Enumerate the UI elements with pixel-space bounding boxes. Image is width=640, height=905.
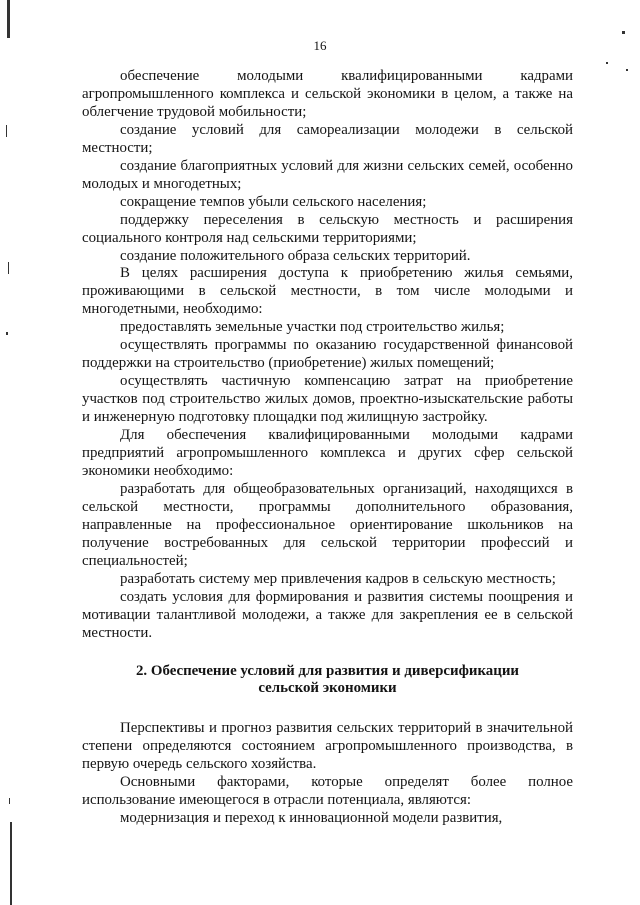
section-heading: 2. Обеспечение условий для развития и диверсификации сельской экономики [135,662,519,697]
paragraph: Для обеспечения квалифицированными молодыми кадрами предприятий агропромышленного комплекса и других сфер сельской экономики необходимо: [82,427,573,479]
paragraph: модернизация и переход к инновационной модели развития, [120,810,503,827]
scan-mark [8,262,9,274]
page-number: 16 [313,38,327,53]
paragraph: осуществлять частичную компенсацию затрат на приобретение участков под строительство жилых домов, проектно-изыскательские работы и инженерную подготовку площадки под жилищную застройку. [82,373,573,426]
paragraph: разработать для общеобразовательных организаций, находящихся в сельской местности, программы дополнительного образования, направленные на профессиональное ориентирование школьников на получение востребованных для сельской территории профессий и специальностей; [82,480,573,569]
scan-mark [9,798,10,804]
paragraph: Перспективы и прогноз развития сельских территорий в значительной степени определяются состоянием агропромышленного производства, в первую очередь сельского хозяйства. [82,720,573,773]
scan-mark [10,822,12,905]
paragraph: разработать систему мер привлечения кадров в сельскую местность; [120,570,556,587]
body-text [82,68,573,828]
paragraph: создание условий для самореализации молодежи в сельской местности; [82,121,573,156]
scan-speck [606,62,608,64]
paragraph: В целях расширения доступа к приобретению жилья семьями, проживающими в сельской местности, в том числе молодыми и многодетными, необходимо: [82,265,573,318]
paragraph: предоставлять земельные участки под строительство жилья; [120,319,505,336]
scan-mark [7,0,10,38]
paragraph: сокращение темпов убыли сельского населения; [120,193,427,210]
paragraph: поддержку переселения в сельскую местность и расширения социального контроля над сельскими территориями; [82,211,573,246]
paragraph: осуществлять программы по оказанию государственной финансовой поддержки на строительство (приобретение) жилых помещений; [82,337,573,372]
paragraph: создание благоприятных условий для жизни сельских семей, особенно молодых и многодетных; [82,157,573,192]
scan-speck [626,69,628,71]
scan-mark [6,125,7,137]
paragraph: создание положительного образа сельских территорий. [120,247,471,264]
scan-speck [622,31,625,34]
scan-mark [6,332,8,335]
paragraph: создать условия для формирования и развития системы поощрения и мотивации талантливой молодежи, а также для закрепления ее в сельской местности. [82,588,573,641]
paragraph: Основными факторами, которые определят более полное использование имеющегося в отрасли потенциала, являются: [82,774,573,809]
paragraph: обеспечение молодыми квалифицированными кадрами агропромышленного комплекса и сельской экономики в целом, а также на облегчение трудовой мобильности; [82,68,573,120]
